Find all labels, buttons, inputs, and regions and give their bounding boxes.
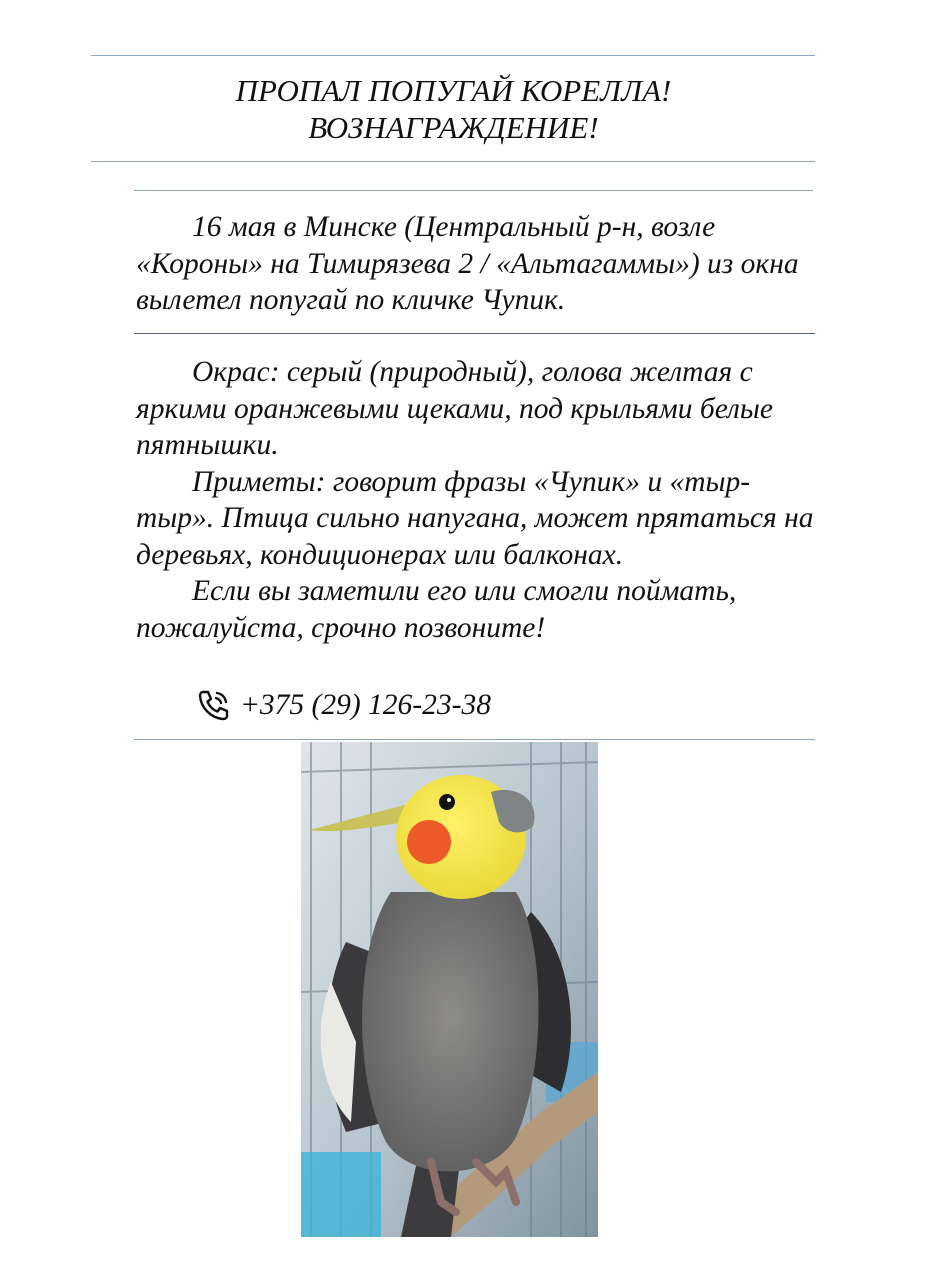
contact-row[interactable] (196, 685, 491, 725)
title-bottom-divider (91, 161, 815, 162)
details-bottom-divider (134, 739, 815, 740)
phone-icon (196, 687, 240, 723)
intro-text: 16 мая в Минске (Центральный р-н, возле «Короны» на Тимирязева 2 / «Альтагаммы») из окна вылетел попугай по кличке Чупик. (136, 211, 799, 316)
intro-paragraph (136, 209, 816, 319)
title-line-1: ПРОПАЛ ПОПУГАЙ КОРЕЛЛА! (235, 73, 672, 108)
intro-bottom-divider (134, 333, 815, 334)
color-description: Окрас: серый (природный), голова желтая с яркими оранжевыми щеками, под крыльями белые пятнышки. (136, 356, 773, 461)
call-to-action: Если вы заметили его или смогли поймать, пожалуйста, срочно позвоните! (136, 575, 737, 644)
signs-description: Приметы: говорит фразы «Чупик» и «тыр-тыр». Птица сильно напугана, может прятаться на деревьях, кондиционерах или балконах. (136, 465, 814, 571)
intro-top-divider (134, 190, 813, 191)
page-title (92, 72, 815, 146)
parrot-photo (301, 742, 598, 1237)
title-line-2: ВОЗНАГРАЖДЕНИЕ! (308, 110, 599, 145)
top-divider (91, 55, 815, 56)
phone-number[interactable]: +375 (29) 126-23-38 (240, 688, 491, 721)
details-block (136, 354, 816, 646)
